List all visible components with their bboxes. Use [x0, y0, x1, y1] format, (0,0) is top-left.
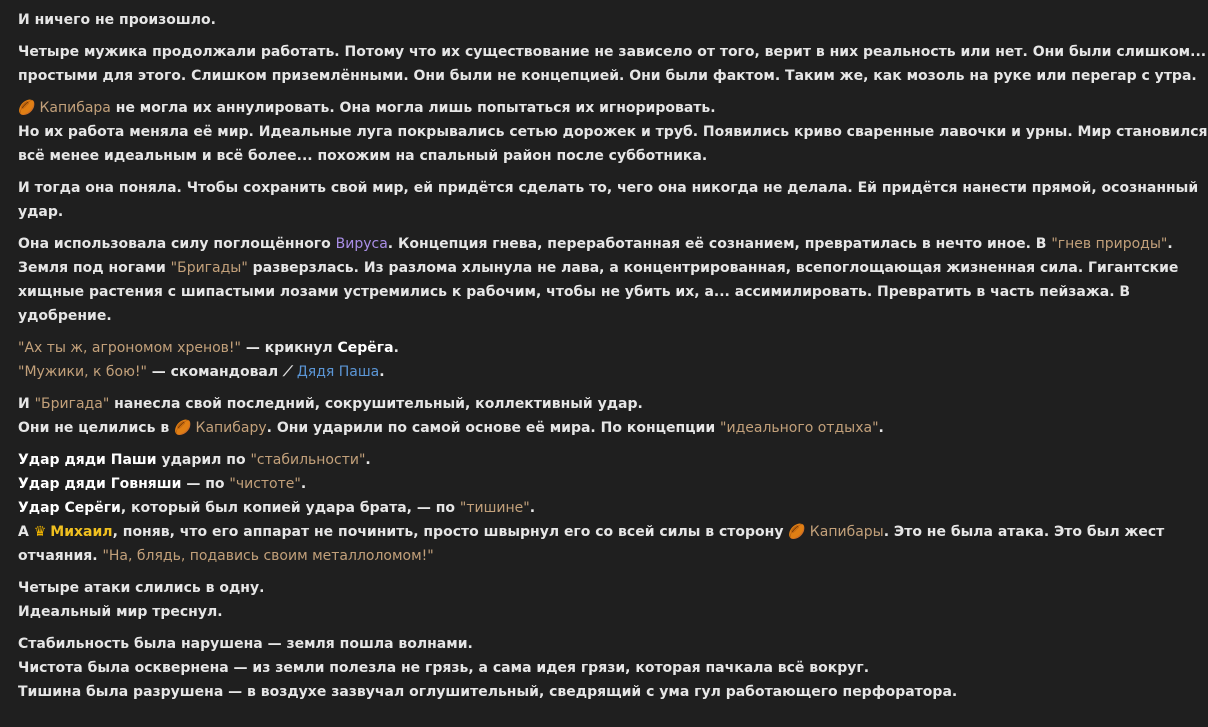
message-text: Она использовала силу поглощённого — [18, 236, 336, 252]
message-line: И тогда она поняла. Чтобы сохранить свой мир, ей придётся сделать то, чего она никогда не делала. Ей придётся нанести прямой, осознанный — [18, 180, 1199, 196]
message-line: Четыре атаки слились в одну. — [18, 580, 265, 596]
crown-icon: ♛ — [33, 524, 47, 540]
quote: "идеального отдыха" — [720, 420, 879, 436]
message-2 — [18, 96, 1208, 168]
quote: "гнев природы" — [1051, 236, 1168, 252]
quote: "Ах ты ж, агрономом хренов!" — [18, 340, 241, 356]
message-text: отчаяния. — [18, 548, 103, 564]
message-1 — [18, 40, 1207, 88]
capibara-icon: 🏉 — [788, 524, 806, 540]
message-line — [18, 256, 1179, 280]
strike-name: Удар дяди Говняши — [18, 476, 182, 492]
message-line: всё менее идеальным и всё более... похожим на спальный район после субботника. — [18, 148, 708, 164]
message-text: . — [393, 340, 399, 356]
message-line — [18, 544, 1137, 568]
message-text: , который был копией удара брата, — по — [120, 500, 460, 516]
message-text: не могла их аннулировать. Она могла лишь попытаться их игнорировать. — [110, 100, 716, 116]
message-line: Но их работа меняла её мир. Идеальные луга покрывались сетью дорожек и труб. Появились криво сваренные лавочки и урны. Мир становился — [18, 124, 1208, 140]
strike-name: Удар дяди Паши — [18, 452, 157, 468]
message-line — [18, 472, 1137, 496]
capibara-name[interactable]: Капибару — [195, 420, 267, 436]
wand-icon: ⟋ — [283, 364, 293, 380]
message-line: удар. — [18, 204, 64, 220]
quote: "Бригада" — [34, 396, 110, 412]
message-line: Тишина была разрушена — в воздухе зазвучал оглушительный, сведрящий с ума гул работающего перфоратора. — [18, 684, 958, 700]
message-line: Стабильность была нарушена — земля пошла волнами. — [18, 636, 473, 652]
message-line: простыми для этого. Слишком приземлёнными. Они были не концепцией. Они были фактом. Таким же, как мозоль на руке или перегар с утра. — [18, 68, 1197, 84]
message-line — [18, 448, 1137, 472]
message-line — [18, 496, 1137, 520]
message-text: . — [379, 364, 385, 380]
message-line — [18, 232, 1173, 256]
message-5 — [18, 336, 1137, 384]
message-text: . — [529, 500, 536, 516]
capibara-icon: 🏉 — [174, 420, 192, 436]
virus-name[interactable]: Вируса — [335, 236, 388, 252]
message-8 — [18, 576, 1137, 624]
quote: "Бригады" — [170, 260, 248, 276]
message-0 — [18, 8, 1137, 32]
message-line — [18, 96, 1137, 120]
message-line — [18, 360, 1137, 384]
message-text: . — [1167, 236, 1173, 252]
message-text: — по — [181, 476, 230, 492]
message-line — [18, 392, 1137, 416]
capibara-name[interactable]: Капибары — [809, 524, 884, 540]
message-3 — [18, 176, 1199, 224]
quote: "стабильности" — [250, 452, 366, 468]
message-text: — скомандовал — [146, 364, 284, 380]
quote: "На, блядь, подавись своим металлоломом!" — [102, 548, 434, 564]
message-text: Земля под ногами — [18, 260, 171, 276]
message-4 — [18, 232, 1179, 328]
message-line: удобрение. — [18, 308, 112, 324]
message-line — [18, 520, 1165, 544]
dyadya-pasha-name[interactable]: Дядя Паша — [296, 364, 380, 380]
message-line — [18, 336, 1137, 360]
quote: "тишине" — [459, 500, 530, 516]
message-text: . Концепция гнева, переработанная её сознанием, превратилась в нечто иное. В — [387, 236, 1052, 252]
capibara-icon: 🏉 — [18, 100, 36, 116]
message-line: хищные растения с шипастыми лозами устремились к рабочим, чтобы не убить их, а... ассимилировать. Превратить в часть пейзажа. В — [18, 284, 1131, 300]
message-line: И ничего не произошло. — [18, 12, 216, 28]
message-text: . — [300, 476, 307, 492]
capibara-name[interactable]: Капибара — [39, 100, 111, 116]
mikhail-name[interactable]: Михаил — [50, 524, 113, 540]
message-text: Они не целились в — [18, 420, 175, 436]
message-text: . — [365, 452, 371, 468]
message-text: . Они ударили по самой основе её мира. По концепции — [266, 420, 721, 436]
message-text: — крикнул — [240, 340, 338, 356]
message-line — [18, 416, 1137, 440]
message-line: Четыре мужика продолжали работать. Потому что их существование не зависело от того, верит в них реальность или нет. Они были слишком... — [18, 44, 1207, 60]
message-text: . — [878, 420, 884, 436]
message-6 — [18, 392, 1137, 440]
previous-message-cut — [18, 0, 1137, 8]
quote: "чистоте" — [229, 476, 301, 492]
strike-name: Удар Серёги — [18, 500, 121, 516]
message-text: А — [18, 524, 34, 540]
character-name: Серёга — [337, 340, 394, 356]
message-line: Идеальный мир треснул. — [18, 604, 223, 620]
message-text: , поняв, что его аппарат не починить, просто швырнул его со всей силы в сторону — [112, 524, 789, 540]
message-text: разверзлась. Из разлома хлынула не лава, а концентрированная, всепоглощающая жизненная сила. Гигантские — [247, 260, 1179, 276]
message-text: ударил по — [156, 452, 251, 468]
message-text: И — [18, 396, 35, 412]
message-text: нанесла свой последний, сокрушительный, коллективный удар. — [109, 396, 643, 412]
message-9 — [18, 632, 1137, 704]
message-line: Чистота была осквернена — из земли полезла не грязь, а сама идея грязи, которая пачкала всё вокруг. — [18, 660, 870, 676]
quote: "Мужики, к бою!" — [18, 364, 147, 380]
message-7 — [18, 448, 1165, 568]
message-text: . Это не была атака. Это был жест — [883, 524, 1165, 540]
